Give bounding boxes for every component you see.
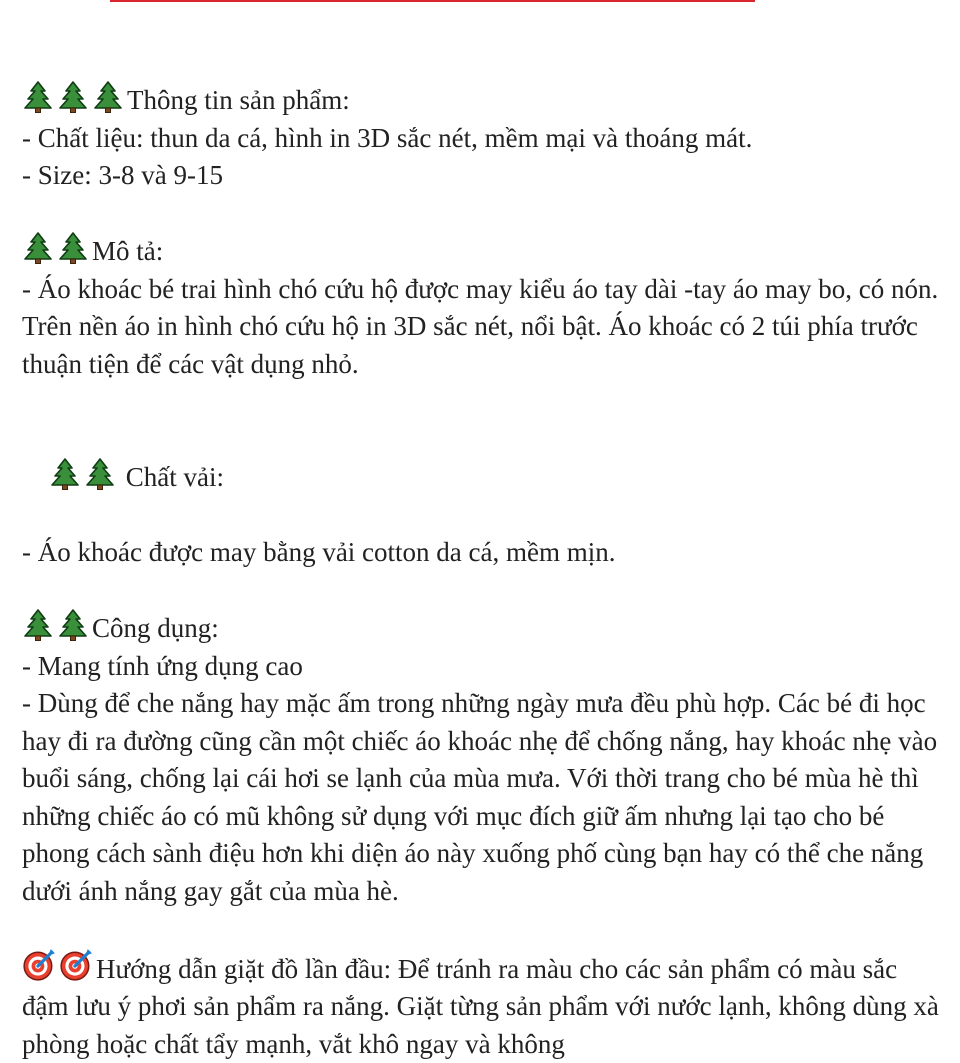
tree-icon bbox=[84, 458, 116, 490]
fabric-heading-line bbox=[22, 421, 947, 535]
usage-heading-line bbox=[22, 609, 947, 648]
size-line: - Size: 3-8 và 9-15 bbox=[22, 157, 947, 195]
product-info-heading: Thông tin sản phẩm: bbox=[127, 85, 350, 115]
usage-body: - Dùng để che nắng hay mặc ấm trong những ngày mưa đều phù hợp. Các bé đi học hay đi ra đường cũng cần một chiếc áo khoác nhẹ để chống nắng, hay khoác nhẹ vào buổi sáng, chống lại cái hơi se lạnh của mùa mưa. Với thời trang cho bé mùa hè thì những chiếc áo có mũ không sử dụng với mục đích giữ ấm nhưng lại tạo cho bé phong cách sành điệu hơn khi diện áo này xuống phố cùng bạn hay có thể che nắng dưới ánh nắng gay gắt của mùa hè. bbox=[22, 685, 947, 910]
tree-icon bbox=[22, 81, 54, 113]
material-line: - Chất liệu: thun da cá, hình in 3D sắc nét, mềm mại và thoáng mát. bbox=[22, 120, 947, 158]
usage-heading: Công dụng: bbox=[92, 613, 219, 643]
washing-paragraph bbox=[22, 948, 947, 1063]
tree-icon bbox=[57, 609, 89, 641]
washing-body: Hướng dẫn giặt đồ lần đầu: Để tránh ra màu cho các sản phẩm có màu sắc đậm lưu ý phơi sản phẩm ra nắng. Giặt từng sản phẩm với nước lạnh, không dùng xà phòng hoặc chất tẩy mạnh, vắt khô ngay và không bbox=[22, 954, 939, 1059]
description-heading: Mô tả: bbox=[92, 236, 163, 266]
target-icon bbox=[59, 948, 93, 982]
tree-icon bbox=[22, 609, 54, 641]
fabric-body: - Áo khoác được may bằng vải cotton da cá, mềm mịn. bbox=[22, 534, 947, 572]
description-body: - Áo khoác bé trai hình chó cứu hộ được may kiểu áo tay dài -tay áo may bo, có nón. Trên nền áo in hình chó cứu hộ in 3D sắc nét, nổi bật. Áo khoác có 2 túi phía trước thuận tiện để các vật dụng nhỏ. bbox=[22, 271, 947, 384]
tree-icon bbox=[49, 458, 81, 490]
product-info-heading-line bbox=[22, 81, 947, 120]
description-heading-line bbox=[22, 232, 947, 271]
tree-icon bbox=[57, 81, 89, 113]
tree-icon bbox=[22, 232, 54, 264]
top-divider bbox=[110, 0, 755, 2]
usage-line-1: - Mang tính ứng dụng cao bbox=[22, 648, 947, 686]
tree-icon bbox=[57, 232, 89, 264]
tree-icon bbox=[92, 81, 124, 113]
product-description bbox=[22, 81, 947, 1063]
fabric-heading: Chất vải: bbox=[119, 462, 224, 492]
target-icon bbox=[22, 948, 56, 982]
